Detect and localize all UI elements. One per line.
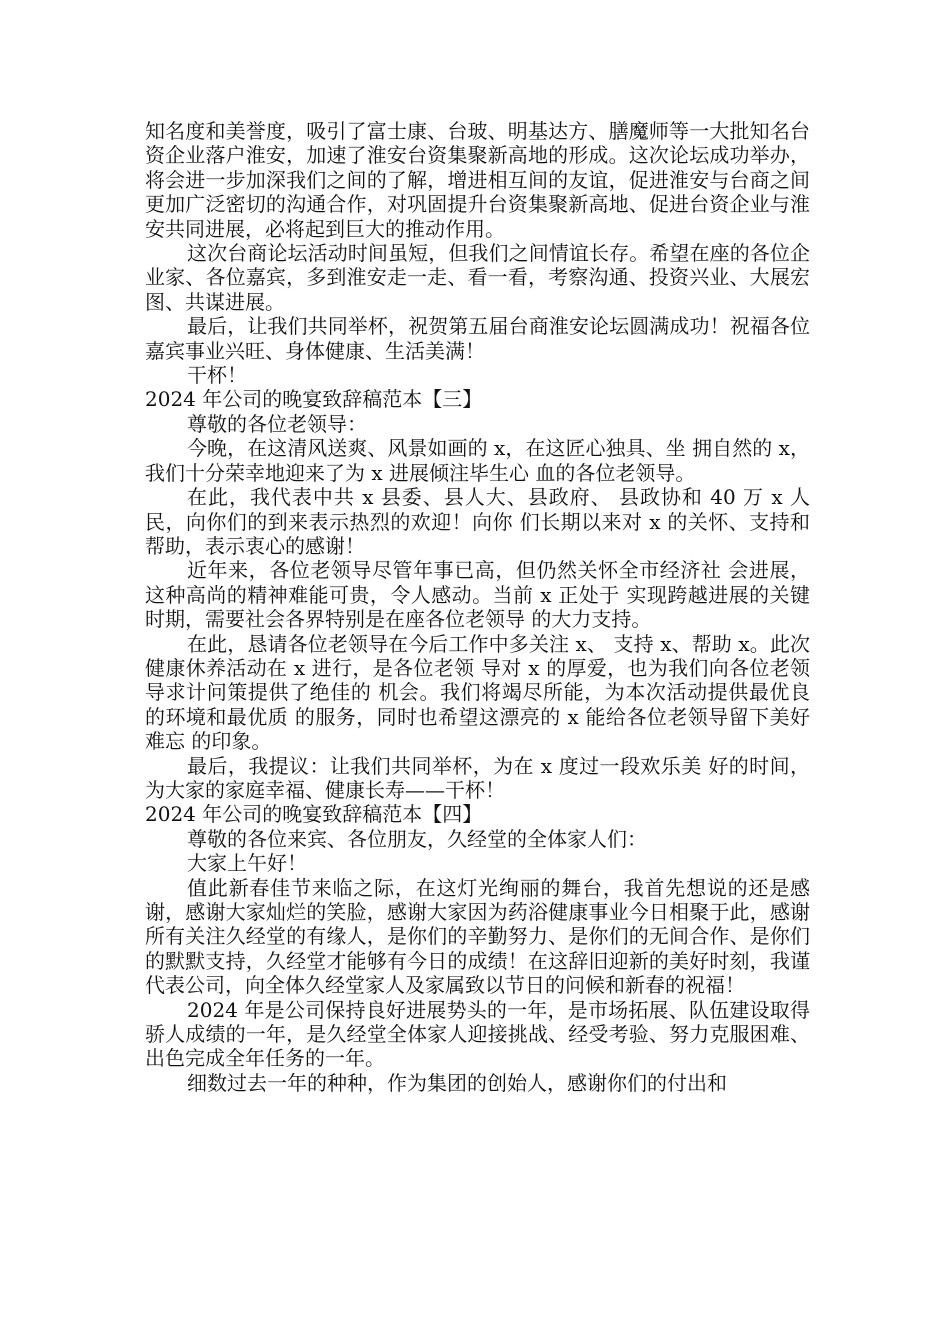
salutation: 尊敬的各位老领导： (187, 411, 367, 436)
section-heading: 2024 年公司的晚宴致辞稿范本【三】 (145, 387, 483, 412)
paragraph-continuation: 知名度和美誉度，吸引了富士康、台玻、明基达方、膳魔师等一大批知名台资企业落户淮安，加速了淮安台资集聚新高地的形成。这次论坛成功举办，将会进一步加深我们之间的了解，增进相互间的友谊，促进淮安与台商之间更加广泛密切的沟通合作，对巩固提升台资集聚新高地、促进台资企业与淮安共同进展，必将起到巨大的推动作用。 (145, 119, 810, 241)
paragraph: 值此新春佳节来临之际，在这灯光绚丽的舞台，我首先想说的还是感谢，感谢大家灿烂的笑脸，感谢大家因为药浴健康事业今日相聚于此，感谢所有关注久经堂的有缘人，是你们的辛勤努力、是你们的无间合作、是你们的默默支持，久经堂才能够有今日的成绩！在这辞旧迎新的美好时刻，我谨代表公司，向全体久经堂家人及家属致以节日的问候和新春的祝福！ (145, 875, 810, 998)
paragraph: 细数过去一年的种种，作为集团的创始人，感谢你们的付出和 (187, 1070, 727, 1095)
paragraph: 在此，我代表中共 x 县委、县人大、县政府、 县政协和 40 万 x 人民，向你们的到来表示热烈的欢迎！向你 们长期以来对 x 的关怀、支持和帮助，表示衷心的感谢！ (145, 485, 810, 558)
paragraph: 近年来，各位老领导尽管年事已高，但仍然关怀全市经济社 会进展，这种高尚的精神难能可贵，令人感动。当前 x 正处于 实现跨越进展的关键时期，需要社会各界特别是在座各位老领导 的大力支持。 (145, 558, 810, 632)
paragraph: 最后，让我们共同举杯，祝贺第五届台商淮安论坛圆满成功！祝福各位嘉宾事业兴旺、身体健康、生活美满！ (145, 314, 810, 363)
paragraph: 最后，我提议：让我们共同举杯，为在 x 度过一段欢乐美 好的时间，为大家的家庭幸福、健康长寿——干杯！ (145, 753, 810, 802)
paragraph: 2024 年是公司保持良好进展势头的一年，是市场拓展、队伍建设取得骄人成绩的一年，是久经堂全体家人迎接挑战、经受考验、努力克服困难、出色完成全年任务的一年。 (145, 997, 810, 1071)
paragraph: 在此，恳请各位老领导在今后工作中多关注 x、 支持 x、帮助 x。此次健康休养活动在 x 进行，是各位老领 导对 x 的厚爱，也为我们向各位老领导求计问策提供了绝佳的 机会。我们将竭尽所能，为本次活动提供最优良的环境和最优质 的服务，同时也希望这漂亮的 x 能给各位老领导留下美好难忘 的印象。 (145, 631, 810, 754)
salutation: 尊敬的各位来宾、各位朋友，久经堂的全体家人们： (187, 826, 647, 851)
paragraph: 干杯！ (187, 363, 247, 388)
document-body (145, 119, 810, 1095)
paragraph: 今晚，在这清风送爽、风景如画的 x，在这匠心独具、坐 拥自然的 x，我们十分荣幸地迎来了为 x 进展倾注毕生心 血的各位老领导。 (145, 436, 810, 485)
section-heading: 2024 年公司的晚宴致辞稿范本【四】 (145, 802, 483, 827)
paragraph: 这次台商论坛活动时间虽短，但我们之间情谊长存。希望在座的各位企业家、各位嘉宾，多到淮安走一走、看一看，考察沟通、投资兴业、大展宏图、共谋进展。 (145, 241, 810, 314)
greeting: 大家上午好！ (187, 851, 307, 876)
